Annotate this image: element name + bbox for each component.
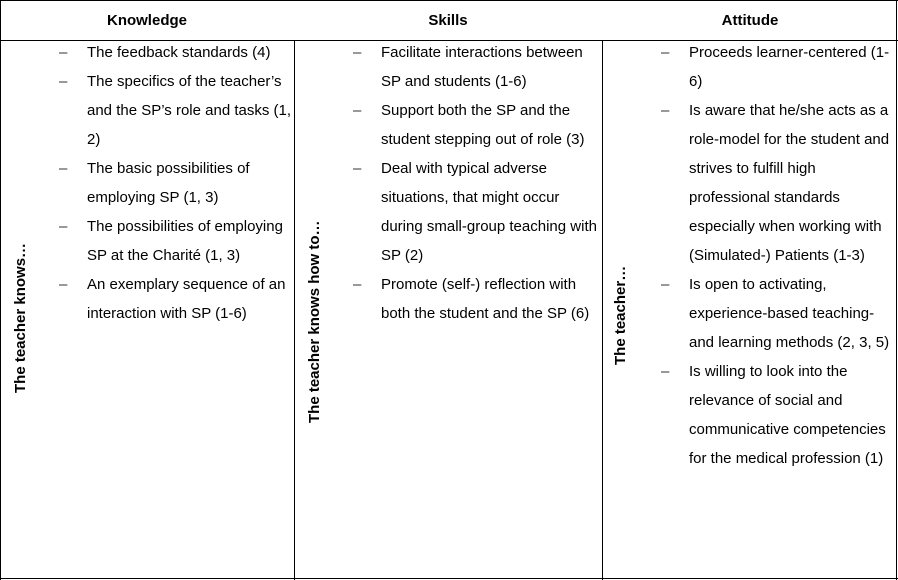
knowledge-item-text: An exemplary sequence of an interaction with SP (1-6) [87, 276, 286, 322]
list-item [59, 154, 293, 212]
list-item [661, 270, 895, 357]
bullet-dash: – [353, 160, 362, 177]
list-item [353, 270, 601, 328]
bullet-dash: – [661, 363, 670, 380]
skills-item-text: Support both the SP and the student stepping out of role (3) [381, 102, 585, 148]
column-divider-2 [602, 40, 603, 580]
list-item [353, 38, 601, 96]
knowledge-item-text: The feedback standards (4) [87, 44, 271, 61]
attitude-item-text: Is aware that he/she acts as a role-model for the student and strives to fulfill high professional standards especially when working with (Simulated-) Patients (1-3) [689, 102, 890, 264]
skills-item-text: Deal with typical adverse situations, that might occur during small-group teaching with SP (2) [381, 160, 597, 264]
bullet-dash: – [353, 44, 362, 61]
bullet-dash: – [353, 102, 362, 119]
bullet-dash: – [661, 276, 670, 293]
attitude-list [661, 38, 895, 473]
knowledge-item-text: The basic possibilities of employing SP (1, 3) [87, 160, 250, 206]
bullet-dash: – [661, 102, 670, 119]
row-label-attitude: The teacher… [612, 265, 629, 365]
bullet-dash: – [59, 160, 68, 177]
list-item [353, 154, 601, 270]
skills-item-text: Facilitate interactions between SP and students (1-6) [381, 44, 583, 90]
skills-item-text: Promote (self-) reflection with both the student and the SP (6) [381, 276, 590, 322]
bullet-dash: – [59, 276, 68, 293]
list-item [661, 96, 895, 270]
header-skills: Skills [428, 11, 468, 29]
list-item [353, 96, 601, 154]
knowledge-list [59, 38, 293, 328]
list-item [59, 38, 293, 67]
list-item [59, 67, 293, 154]
row-label-knowledge: The teacher knows… [12, 242, 29, 393]
list-item [661, 38, 895, 96]
row-label-skills: The teacher knows how to… [306, 220, 323, 423]
table-border-left [0, 0, 1, 580]
bullet-dash: – [353, 276, 362, 293]
table-border-right [896, 0, 897, 580]
list-item [661, 357, 895, 473]
header-knowledge: Knowledge [106, 11, 187, 29]
bullet-dash: – [59, 218, 68, 235]
attitude-item-text: Is willing to look into the relevance of social and communicative competencies for the medical profession (1) [689, 363, 886, 467]
table-border-bottom [0, 578, 898, 579]
list-item [59, 270, 293, 328]
attitude-item-text: Proceeds learner-centered (1-6) [689, 44, 890, 90]
bullet-dash: – [59, 73, 68, 90]
skills-list [353, 38, 601, 328]
header-attitude: Attitude [721, 11, 779, 29]
bullet-dash: – [661, 44, 670, 61]
knowledge-item-text: The specifics of the teacher’s and the SP’s role and tasks (1, 2) [87, 73, 292, 148]
list-item [59, 212, 293, 270]
column-divider-1 [294, 40, 295, 580]
bullet-dash: – [59, 44, 68, 61]
knowledge-item-text: The possibilities of employing SP at the Charité (1, 3) [87, 218, 283, 264]
attitude-item-text: Is open to activating, experience-based teaching- and learning methods (2, 3, 5) [689, 276, 890, 351]
